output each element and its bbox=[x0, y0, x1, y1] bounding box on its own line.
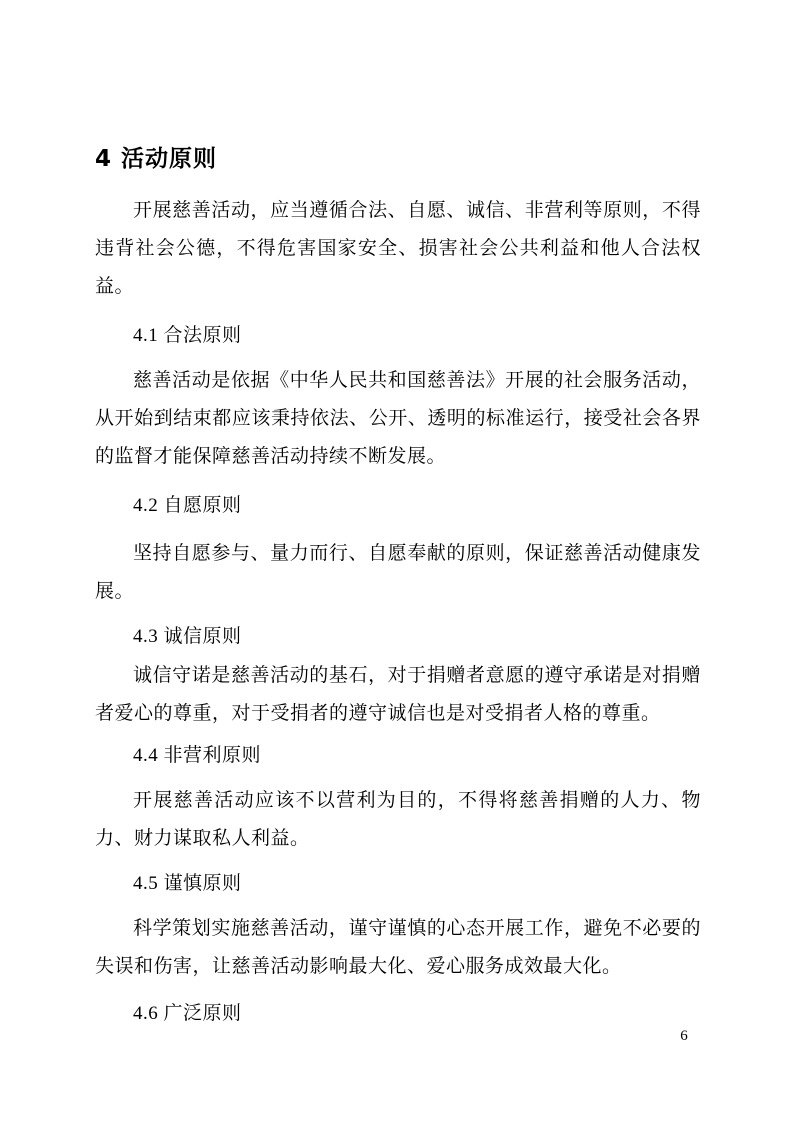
page-content bbox=[95, 144, 701, 1033]
section-paragraph-4-5: 科学策划实施慈善活动，谨守谨慎的心态开展工作，避免不必要的失误和伤害，让慈善活动影响最大化、爱心服务成效最大化。 bbox=[95, 918, 701, 977]
section-paragraph-4-1: 慈善活动是依据《中华人民共和国慈善法》开展的社会服务活动，从开始到结束都应该秉持依法、公开、透明的标准运行，接受社会各界的监督才能保障慈善活动持续不断发展。 bbox=[95, 370, 701, 467]
section-heading-4-4: 4.4 非营利原则 bbox=[133, 745, 262, 766]
section-paragraph-4-2: 坚持自愿参与、量力而行、自愿奉献的原则，保证慈善活动健康发展。 bbox=[95, 543, 701, 602]
section-paragraph-4-4: 开展慈善活动应该不以营利为目的，不得将慈善捐赠的人力、物力、财力谋取私人利益。 bbox=[95, 790, 701, 849]
section-heading-4-2: 4.2 自愿原则 bbox=[133, 495, 242, 516]
section-heading-4-3: 4.3 诚信原则 bbox=[133, 626, 242, 647]
intro-paragraph: 开展慈善活动，应当遵循合法、自愿、诚信、非营利等原则，不得违背社会公德，不得危害国家安全、损害社会公共利益和他人合法权益。 bbox=[95, 200, 701, 297]
page-title: 4 活动原则 bbox=[95, 146, 218, 172]
section-heading-4-5: 4.5 谨慎原则 bbox=[133, 873, 242, 894]
section-heading-4-1: 4.1 合法原则 bbox=[133, 325, 242, 346]
page-number: 6 bbox=[680, 1028, 688, 1044]
section-paragraph-4-3: 诚信守诺是慈善活动的基石，对于捐赠者意愿的遵守承诺是对捐赠者爱心的尊重，对于受捐者的遵守诚信也是对受捐者人格的尊重。 bbox=[95, 665, 701, 724]
section-heading-4-6: 4.6 广泛原则 bbox=[133, 1003, 242, 1024]
